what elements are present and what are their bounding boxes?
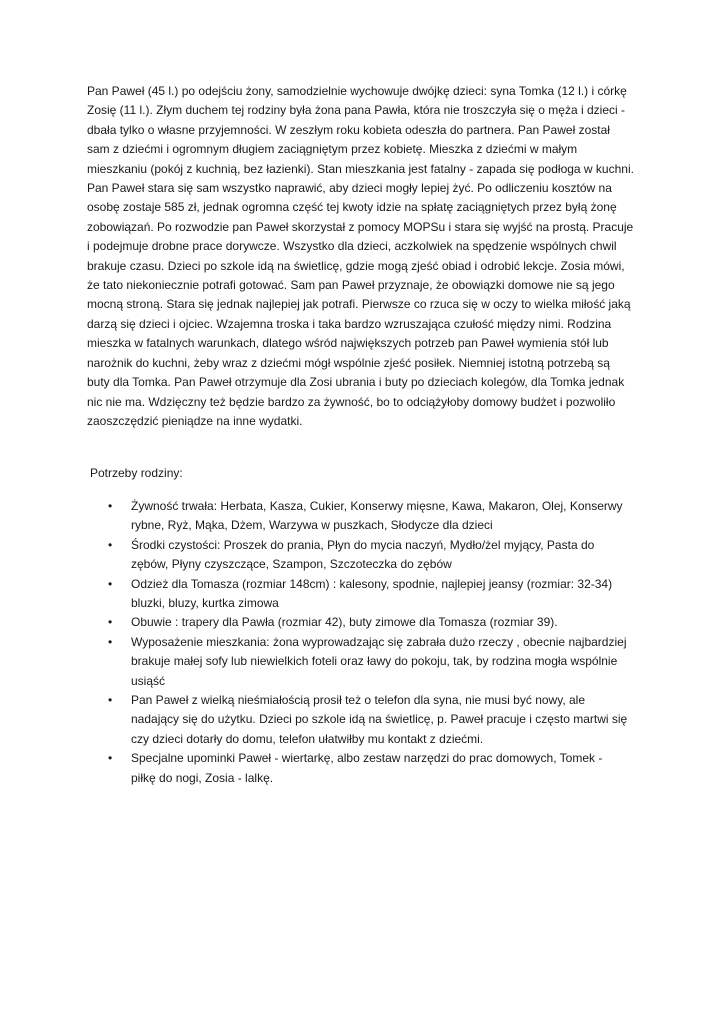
paragraph-line: narożnik do kuchni, żeby wraz z dziećmi mógł wspólnie zjeść posiłek. Niemniej istotną potrzebą są — [87, 355, 610, 370]
paragraph-line: zobowiązań. Po rozwodzie pan Paweł skorzystał z pomocy MOPSu i stara się wyjść na prostą. Pracuje — [87, 219, 634, 234]
paragraph-line: osobę zostaje 585 zł, jednak ogromna część tej kwoty idzie na spłatę zaciągniętych przez byłą żonę — [87, 200, 617, 215]
list-item-line: piłkę do nogi, Zosia - lalkę. — [131, 770, 274, 785]
list-item — [0, 633, 725, 691]
needs-heading: Potrzeby rodziny: — [90, 466, 183, 480]
list-item-line: rybne, Ryż, Mąka, Dżem, Warzywa w puszkach, Słodycze dla dzieci — [131, 518, 493, 533]
list-item-line: Obuwie : trapery dla Pawła (rozmiar 42), buty zimowe dla Tomasza (rozmiar 39). — [131, 615, 558, 630]
list-item-line: Odzież dla Tomasza (rozmiar 148cm) : kalesony, spodnie, najlepiej jeansy (rozmiar: 32-34) — [131, 576, 613, 591]
list-item-line: Żywność trwała: Herbata, Kasza, Cukier, Konserwy mięsne, Kawa, Makaron, Olej, Konserwy — [131, 499, 623, 513]
paragraph-line: że tato niekoniecznie potrafi gotować. Sam pan Paweł przyznaje, że obowiązki domowe nie są jego — [87, 278, 615, 293]
list-item — [0, 613, 725, 632]
list-item-line: nadający się do użytku. Dzieci po szkole idą na świetlicę, p. Paweł pracuje i często martwi się — [131, 712, 628, 727]
list-item-line: Pan Paweł z wielką nieśmiałością prosił też o telefon dla syna, nie musi być nowy, ale — [131, 693, 585, 708]
bullet-icon: • — [108, 537, 113, 552]
bullet-icon: • — [108, 634, 113, 649]
list-item — [0, 497, 725, 536]
list-item-line: brakuje małej sofy lub niewielkich foteli oraz ławy do pokoju, tak, by rodzina mogła wspólnie — [131, 654, 618, 669]
bullet-icon: • — [108, 751, 113, 766]
bullet-icon: • — [108, 693, 113, 708]
paragraph-line: buty dla Tomka. Pan Paweł otrzymuje dla Zosi ubrania i buty po dzieciach kolegów, dla Tomka jednak — [87, 375, 625, 390]
paragraph-line: darzą się dzieci i ojciec. Wzajemna troska i taka bardzo wzruszająca czułość między nimi. Rodzina — [87, 316, 612, 331]
paragraph-line: sam z dziećmi i ogromnym długiem zaciągniętym przez kobietę. Mieszka z dziećmi w małym — [87, 142, 578, 157]
bullet-icon: • — [108, 615, 113, 630]
paragraph-line: Pan Paweł stara się sam wszystko naprawić, aby dzieci mogły lepiej żyć. Po odliczeniu kosztów na — [87, 181, 612, 196]
list-item-line: Specjalne upominki Paweł - wiertarkę, albo zestaw narzędzi do prac domowych, Tomek - — [131, 751, 603, 766]
paragraph-line: Zosię (11 l.). Złym duchem tej rodziny była żona pana Pawła, która nie troszczyła się o męża i dzieci - — [87, 103, 625, 118]
list-item-line: czy dzieci dotarły do domu, telefon ułatwiłby mu kontakt z dziećmi. — [131, 731, 484, 746]
bullet-icon: • — [108, 499, 113, 513]
paragraph-line: mieszka w fatalnych warunkach, dlatego wśród największych potrzeb pan Paweł wymienia stół lub — [87, 336, 609, 351]
paragraph-line: brakuje czasu. Dzieci po szkole idą na świetlicę, gdzie mogą zjeść obiad i odrobić lekcje. Zosia mówi, — [87, 258, 625, 273]
story-paragraph — [87, 82, 652, 431]
list-item — [0, 575, 725, 614]
paragraph-line: i podejmuje drobne prace dorywcze. Wszystko dla dzieci, aczkolwiek na spędzenie wspólnych chwil — [87, 239, 617, 254]
list-item-line: bluzki, bluzy, kurtka zimowa — [131, 596, 279, 611]
list-item — [0, 749, 725, 788]
list-item — [0, 691, 725, 749]
list-item — [0, 536, 725, 575]
needs-list — [0, 497, 725, 788]
list-item-line: usiąść — [131, 673, 166, 688]
list-item-line: Środki czystości: Proszek do prania, Płyn do mycia naczyń, Mydło/żel myjący, Pasta do — [131, 537, 595, 552]
list-item-line: Wyposażenie mieszkania: żona wyprowadzając się zabrała dużo rzeczy , obecnie najbardziej — [131, 634, 627, 649]
paragraph-line: Pan Paweł (45 l.) po odejściu żony, samodzielnie wychowuje dwójkę dzieci: syna Tomka (12 l.) i córkę — [87, 84, 627, 98]
paragraph-line: mieszkaniu (pokój z kuchnią, bez łazienki). Stan mieszkania jest fatalny - zapada się podłoga w kuchni. — [87, 161, 634, 176]
list-item-line: zębów, Płyny czyszczące, Szampon, Szczoteczka do zębów — [131, 557, 452, 572]
paragraph-line: nic nie ma. Wdzięczny też będzie bardzo za żywność, bo to odciążyłoby domowy budżet i pozwoliło — [87, 394, 616, 409]
paragraph-line: mocną stroną. Stara się jednak najlepiej jak potrafi. Pierwsze co rzuca się w oczy to wielka miłość jaką — [87, 297, 631, 312]
paragraph-line: zaoszczędzić pieniądze na inne wydatki. — [87, 413, 303, 428]
bullet-icon: • — [108, 576, 113, 591]
paragraph-line: dbała tylko o własne przyjemności. W zeszłym roku kobieta odeszła do partnera. Pan Paweł został — [87, 122, 610, 137]
